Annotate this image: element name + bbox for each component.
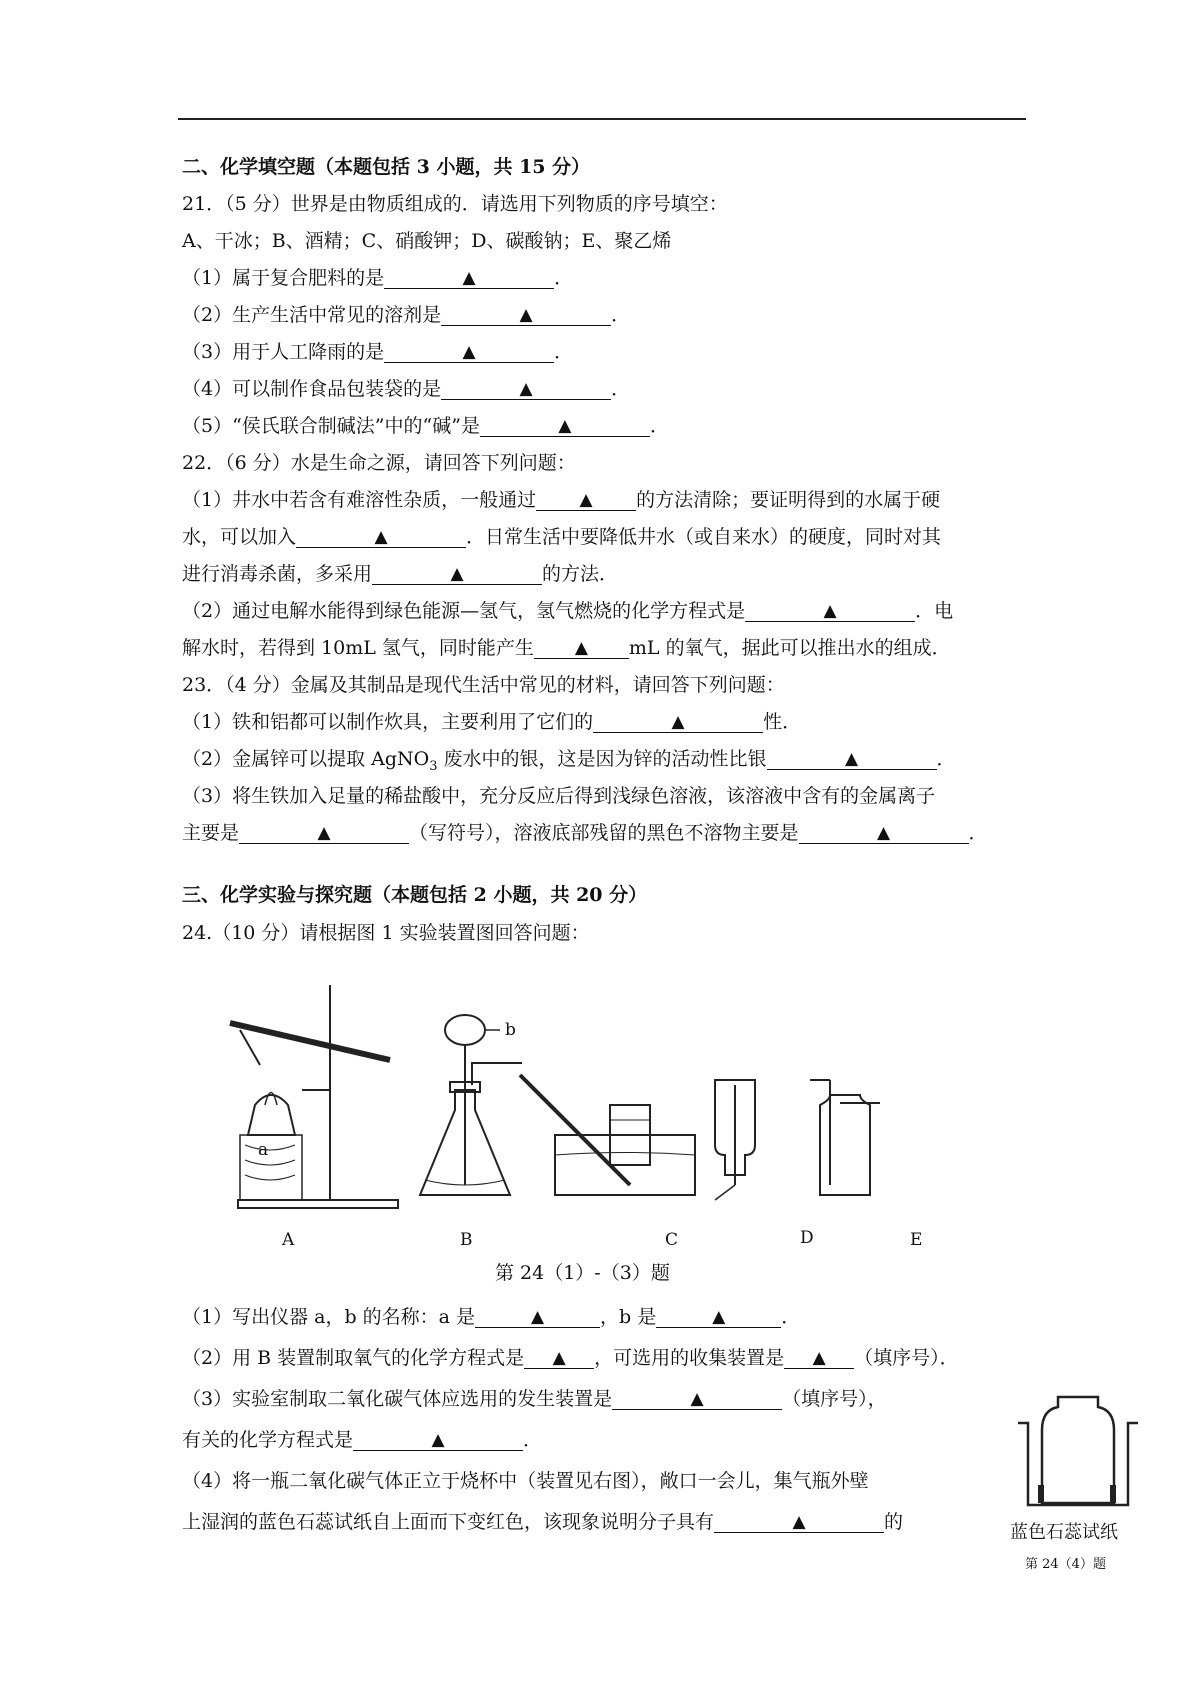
beaker-figure bbox=[1010, 1395, 1150, 1595]
q22-line3: 进行消毒杀菌，多采用 ▲ 的方法． bbox=[182, 563, 619, 585]
q21-part3: （3）用于人工降雨的是 ▲ ． bbox=[182, 341, 574, 363]
q21-part1: （1）属于复合肥料的是 ▲ ． bbox=[182, 267, 574, 289]
q22-line2: 水，可以加入 ▲ ．日常生活中要降低井水（或自来水）的硬度，同时对其 bbox=[182, 526, 942, 548]
q22-line5: 解水时，若得到 10mL 氢气，同时能产生 ▲ mL 的氧气，据此可以推出水的组成． bbox=[182, 637, 951, 659]
label-A: A bbox=[282, 1230, 295, 1250]
q21-part4: （4）可以制作食品包装袋的是 ▲ ． bbox=[182, 378, 631, 400]
answer-blank[interactable]: ▲ bbox=[534, 636, 629, 659]
q23-line4: 主要是 ▲ （写符号），溶液底部残留的黑色不溶物主要是 ▲ ． bbox=[182, 822, 988, 844]
answer-blank[interactable]: ▲ bbox=[593, 710, 763, 733]
answer-blank[interactable]: ▲ bbox=[612, 1387, 782, 1410]
q22-line4: （2）通过电解水能得到绿色能源—氢气，氢气燃烧的化学方程式是 ▲ ．电 bbox=[182, 600, 954, 622]
q23-line3: （3）将生铁加入足量的稀盐酸中，充分反应后得到浅绿色溶液，该溶液中含有的金属离子 bbox=[182, 785, 936, 807]
header-rule bbox=[178, 118, 1026, 120]
label-b: b bbox=[505, 1020, 516, 1040]
answer-blank[interactable]: ▲ bbox=[536, 488, 636, 511]
answer-blank[interactable]: ▲ bbox=[480, 414, 650, 437]
q21-stem: 21．（5 分）世界是由物质组成的．请选用下列物质的序号填空： bbox=[182, 193, 728, 215]
q24-stem: 24.（10 分）请根据图 1 实验装置图回答问题： bbox=[182, 922, 590, 944]
q24-line4: 有关的化学方程式是 ▲ ． bbox=[182, 1429, 543, 1451]
answer-blank[interactable]: ▲ bbox=[745, 599, 915, 622]
q21-options: A、干冰；B、酒精；C、硝酸钾；D、碳酸钠；E、聚乙烯 bbox=[182, 230, 672, 252]
q22-line1: （1）井水中若含有难溶性杂质，一般通过 ▲ 的方法清除；要证明得到的水属于硬 bbox=[182, 489, 941, 511]
litmus-label: 蓝色石蕊试纸 bbox=[1010, 1522, 1118, 1543]
q24-line2: （2）用 B 装置制取氧气的化学方程式是 ▲ ，可选用的收集装置是 ▲ （填序号）． bbox=[182, 1347, 959, 1369]
beaker-drawing bbox=[1010, 1395, 1150, 1515]
label-C: C bbox=[665, 1230, 679, 1250]
q24-line1: （1）写出仪器 a，b 的名称：a 是 ▲ ，b 是 ▲ ． bbox=[182, 1306, 801, 1328]
answer-blank[interactable]: ▲ bbox=[475, 1305, 600, 1328]
answer-blank[interactable]: ▲ bbox=[524, 1346, 594, 1369]
stand-base bbox=[238, 1200, 398, 1208]
apparatus-drawing bbox=[210, 985, 980, 1225]
answer-blank[interactable]: ▲ bbox=[441, 303, 611, 326]
answer-blank[interactable]: ▲ bbox=[784, 1346, 854, 1369]
q24-line3: （3）实验室制取二氧化碳气体应选用的发生装置是 ▲ （填序号）， bbox=[182, 1388, 887, 1410]
answer-blank[interactable]: ▲ bbox=[656, 1305, 781, 1328]
q22-stem: 22．（6 分）水是生命之源，请回答下列问题： bbox=[182, 452, 576, 474]
q23-line1: （1）铁和铝都可以制作炊具，主要利用了它们的 ▲ 性． bbox=[182, 711, 802, 733]
label-E: E bbox=[910, 1230, 923, 1250]
figure-caption: 第 24（1）-（3）题 bbox=[495, 1262, 670, 1284]
answer-blank[interactable]: ▲ bbox=[714, 1510, 884, 1533]
label-D: D bbox=[800, 1228, 814, 1248]
q24-line6: 上湿润的蓝色石蕊试纸自上面而下变红色，该现象说明分子具有 ▲ 的 bbox=[182, 1511, 904, 1533]
label-B: B bbox=[460, 1230, 473, 1250]
answer-blank[interactable]: ▲ bbox=[384, 340, 554, 363]
q21-part5: （5）“侯氏联合制碱法”中的“碱”是 ▲ ． bbox=[182, 415, 669, 437]
answer-blank[interactable]: ▲ bbox=[296, 525, 466, 548]
answer-blank[interactable]: ▲ bbox=[239, 821, 409, 844]
q21-part2: （2）生产生活中常见的溶剂是 ▲ ． bbox=[182, 304, 631, 326]
apparatus-figure bbox=[210, 985, 980, 1284]
answer-blank[interactable]: ▲ bbox=[384, 266, 554, 289]
answer-blank[interactable]: ▲ bbox=[353, 1428, 523, 1451]
answer-blank[interactable]: ▲ bbox=[799, 821, 969, 844]
q23-line2: （2）金属锌可以提取 AgNO$_3$ 废水中的银，这是因为锌的活动性比银 ▲ ． bbox=[182, 748, 956, 774]
q23-stem: 23．（4 分）金属及其制品是现代生活中常见的材料，请回答下列问题： bbox=[182, 674, 785, 696]
answer-blank[interactable]: ▲ bbox=[767, 747, 937, 770]
answer-blank[interactable]: ▲ bbox=[372, 562, 542, 585]
q24-line5: （4）将一瓶二氧化碳气体正立于烧杯中（装置见右图），敞口一会儿，集气瓶外壁 bbox=[182, 1470, 869, 1492]
answer-blank[interactable]: ▲ bbox=[441, 377, 611, 400]
side-figure-caption: 第 24（4）题 bbox=[1025, 1557, 1106, 1572]
section2-title: 二、化学填空题（本题包括 3 小题，共 15 分） bbox=[182, 156, 591, 178]
label-a: a bbox=[258, 1140, 269, 1160]
section3-title: 三、化学实验与探究题（本题包括 2 小题，共 20 分） bbox=[182, 884, 648, 906]
